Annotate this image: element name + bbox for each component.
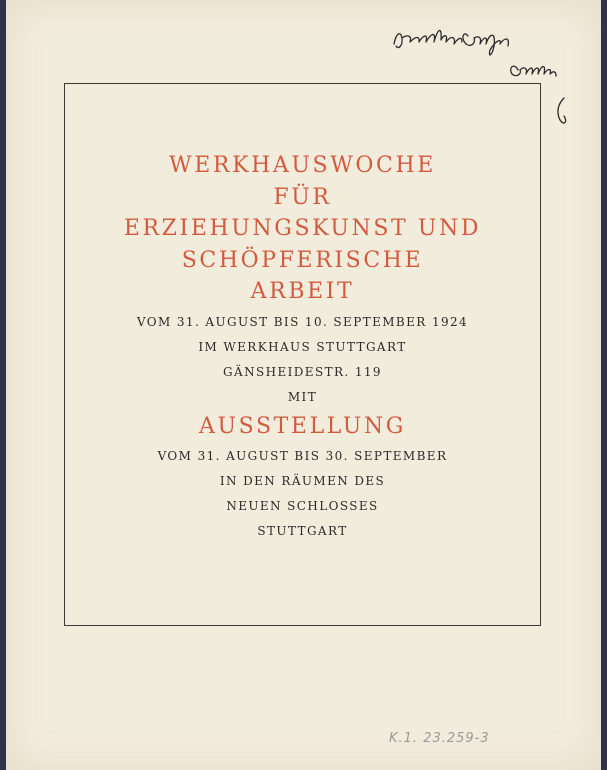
exhibition-title: AUSSTELLUNG bbox=[199, 413, 406, 439]
event-dates: VOM 31. AUGUST BIS 10. SEPTEMBER 1924 bbox=[136, 314, 469, 329]
event-address: GÄNSHEIDESTR. 119 bbox=[223, 364, 382, 379]
content-frame bbox=[64, 83, 541, 626]
title-line-1: WERKHAUSWOCHE bbox=[169, 153, 436, 178]
document-page bbox=[6, 0, 601, 770]
exhibition-place-line-2: NEUEN SCHLOSSES bbox=[226, 498, 379, 513]
exhibition-city: STUTTGART bbox=[257, 523, 348, 538]
event-venue: IM WERKHAUS STUTTGART bbox=[198, 339, 407, 354]
title-line-3: ERZIEHUNGSKUNST UND bbox=[123, 216, 482, 241]
title-line-2: FÜR bbox=[273, 184, 332, 210]
archive-number: K.1. 23.259-3 bbox=[389, 731, 490, 746]
title-block bbox=[65, 150, 540, 308]
title-line-4: SCHÖPFERISCHE bbox=[181, 247, 424, 273]
exhibition-dates: VOM 31. AUGUST BIS 30. SEPTEMBER bbox=[157, 448, 448, 463]
exhibition-place-line-1: IN DEN RÄUMEN DES bbox=[219, 473, 386, 488]
connector-text: MIT bbox=[287, 389, 318, 404]
announcement-text bbox=[65, 150, 540, 544]
title-line-5: ARBEIT bbox=[250, 279, 355, 304]
